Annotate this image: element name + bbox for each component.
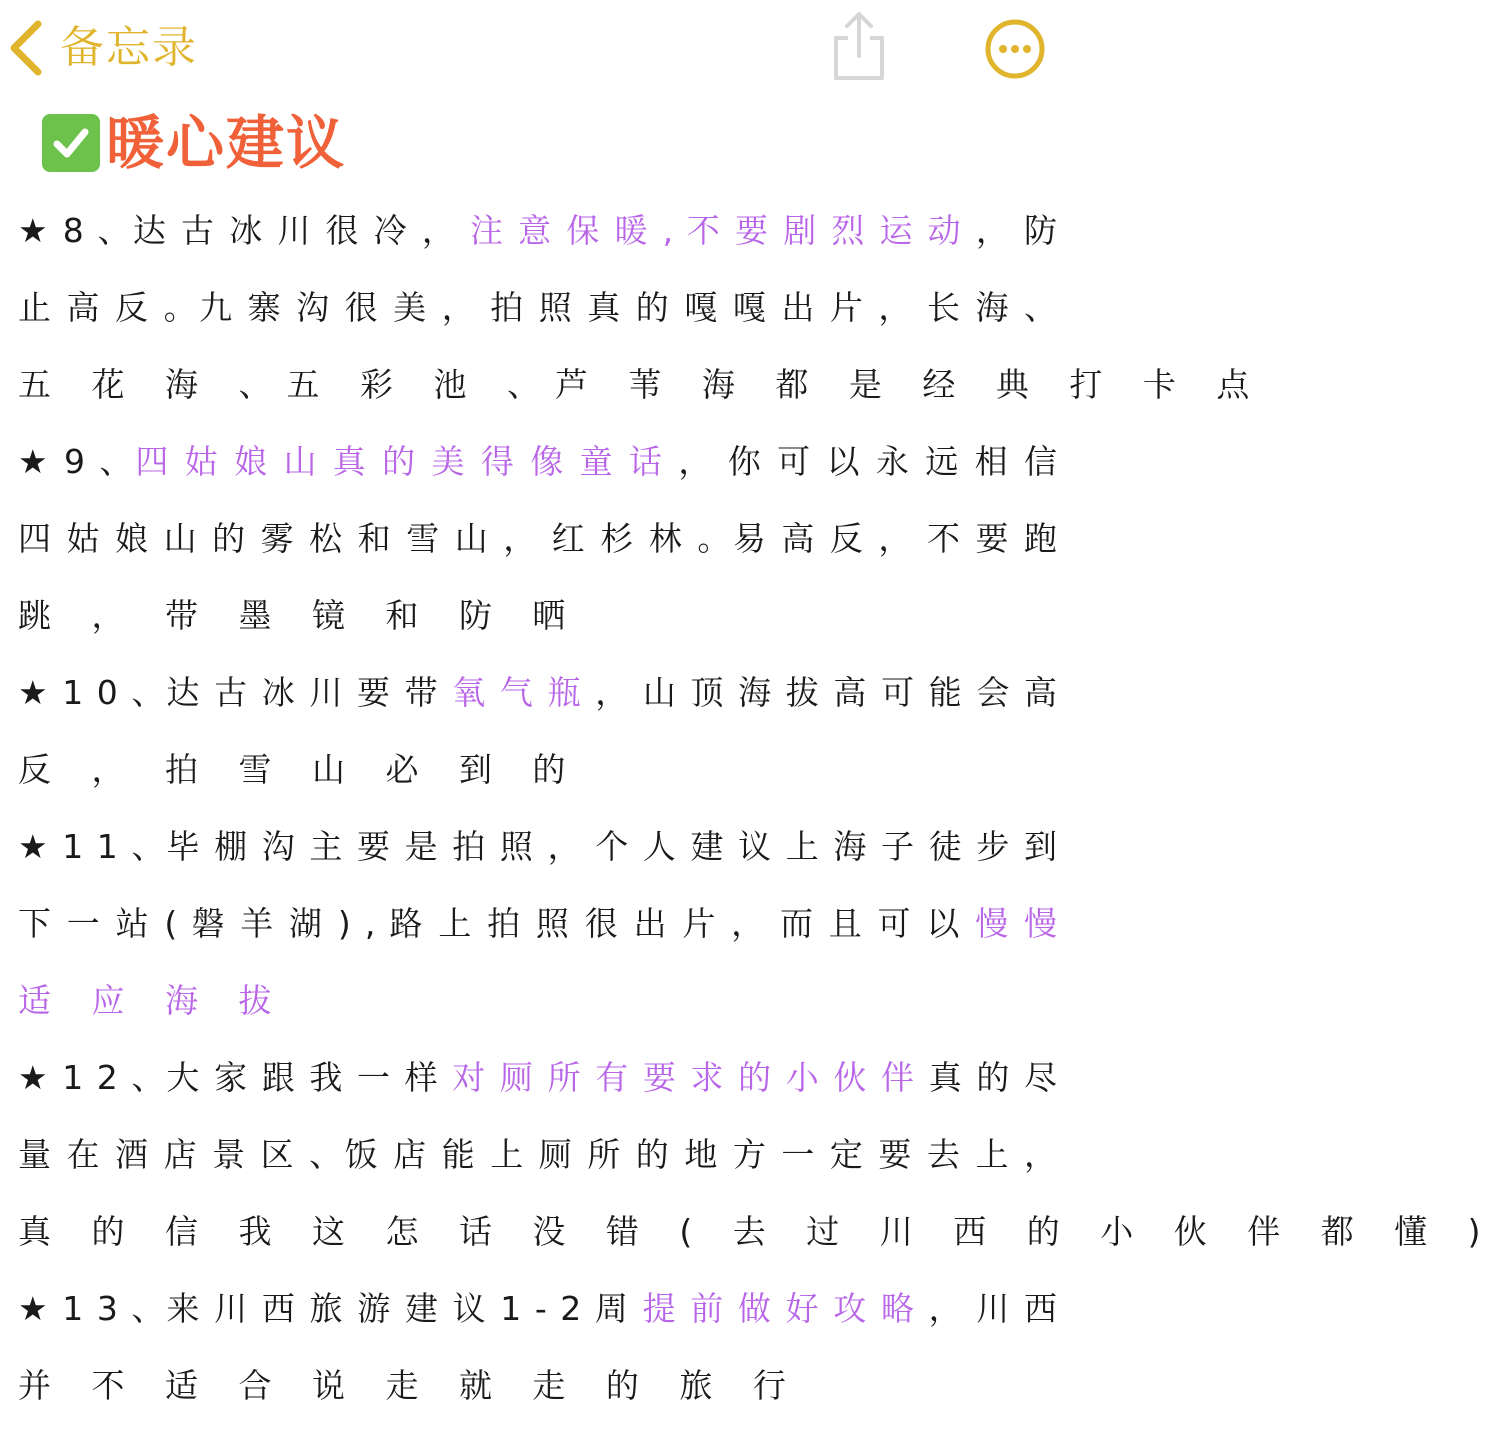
note-line [18,577,1058,654]
note-text: ， 山 顶 海 拔 高 可 能 会 高 [582,673,1059,712]
note-text: 量 在 酒 店 景 区 、饭 店 能 上 厕 所 的 地 方 一 定 要 去 上 ， [18,1135,1058,1174]
note-line [18,1270,1058,1347]
note-line [18,885,1058,962]
highlight-text: 适 应 海 拔 [18,981,287,1020]
note-line [18,654,1058,731]
more-button[interactable] [984,18,1046,80]
note-line [18,1193,1496,1270]
note-text: ， 你 可 以 永 远 相 信 [664,442,1059,481]
note-text: ★ 8 、达 古 冰 川 很 冷 ， [18,211,458,250]
note-line [18,962,1058,1039]
note-text: 下 一 站 ( 磐 羊 湖 ) , 路 上 拍 照 很 出 片 ， 而 且 可 以 [18,904,976,943]
note-line [18,1347,1058,1424]
note-text: 止 高 反 。九 寨 沟 很 美 ， 拍 照 真 的 嘎 嘎 出 片 ， 长 海 、 [18,288,1058,327]
note-text: 反 ， 拍 雪 山 必 到 的 [18,750,581,789]
back-button[interactable] [8,18,198,78]
share-icon [828,67,890,86]
share-button[interactable] [828,8,890,82]
highlight-text: 氧 气 瓶 [452,673,583,712]
note-text: 五 花 海 、五 彩 池 、芦 苇 海 都 是 经 典 打 卡 点 [18,365,1265,404]
highlight-text: 注 意 保 暖 , 不 要 剧 烈 运 动 [457,211,976,250]
note-body [18,192,1496,1424]
note-text: ★ 1 1 、毕 棚 沟 主 要 是 拍 照 ， 个 人 建 议 上 海 子 徒 步 到 [18,827,1058,866]
note-line [18,423,1058,500]
note-text: 四 姑 娘 山 的 雾 松 和 雪 山 ， 红 杉 林 。易 高 反 ， 不 要 跑 [18,519,1058,558]
note-line [18,1039,1058,1116]
back-label: 备忘录 [60,22,198,73]
note-text: ★ 1 2 、大 家 跟 我 一 样 [18,1058,453,1097]
note-line [18,192,1058,269]
note-line [18,731,1058,808]
navigation-bar [0,0,1080,100]
note-line [18,346,1265,423]
note-line [18,808,1058,885]
check-icon [42,114,100,172]
more-icon [984,65,1046,84]
note-text: ★ 9 、 [18,442,136,481]
note-text: ★ 1 3 、来 川 西 旅 游 建 议 1 - 2 周 [18,1289,643,1328]
note-text: ， 川 西 [916,1289,1058,1328]
highlight-text: 四 姑 娘 山 真 的 美 得 像 童 话 [135,442,665,481]
note-line [18,500,1058,577]
note-text: 真 的 尽 [916,1058,1058,1097]
heading-text: 暖心建议 [106,109,347,177]
note-text: ★ 1 0 、达 古 冰 川 要 带 [18,673,453,712]
note-text: ， 防 [975,211,1058,250]
note-text: 真 的 信 我 这 怎 话 没 错 ( 去 过 川 西 的 小 伙 伴 都 懂 ) [18,1212,1496,1251]
note-line [18,1116,1058,1193]
chevron-left-icon [8,20,44,76]
note-text: 并 不 适 合 说 走 就 走 的 旅 行 [18,1366,801,1405]
highlight-text: 对 厕 所 有 要 求 的 小 伙 伴 [452,1058,917,1097]
section-heading [42,110,346,176]
note-line [18,269,1058,346]
highlight-text: 慢 慢 [975,904,1058,943]
note-text: 跳 ， 带 墨 镜 和 防 晒 [18,596,581,635]
highlight-text: 提 前 做 好 攻 略 [642,1289,917,1328]
